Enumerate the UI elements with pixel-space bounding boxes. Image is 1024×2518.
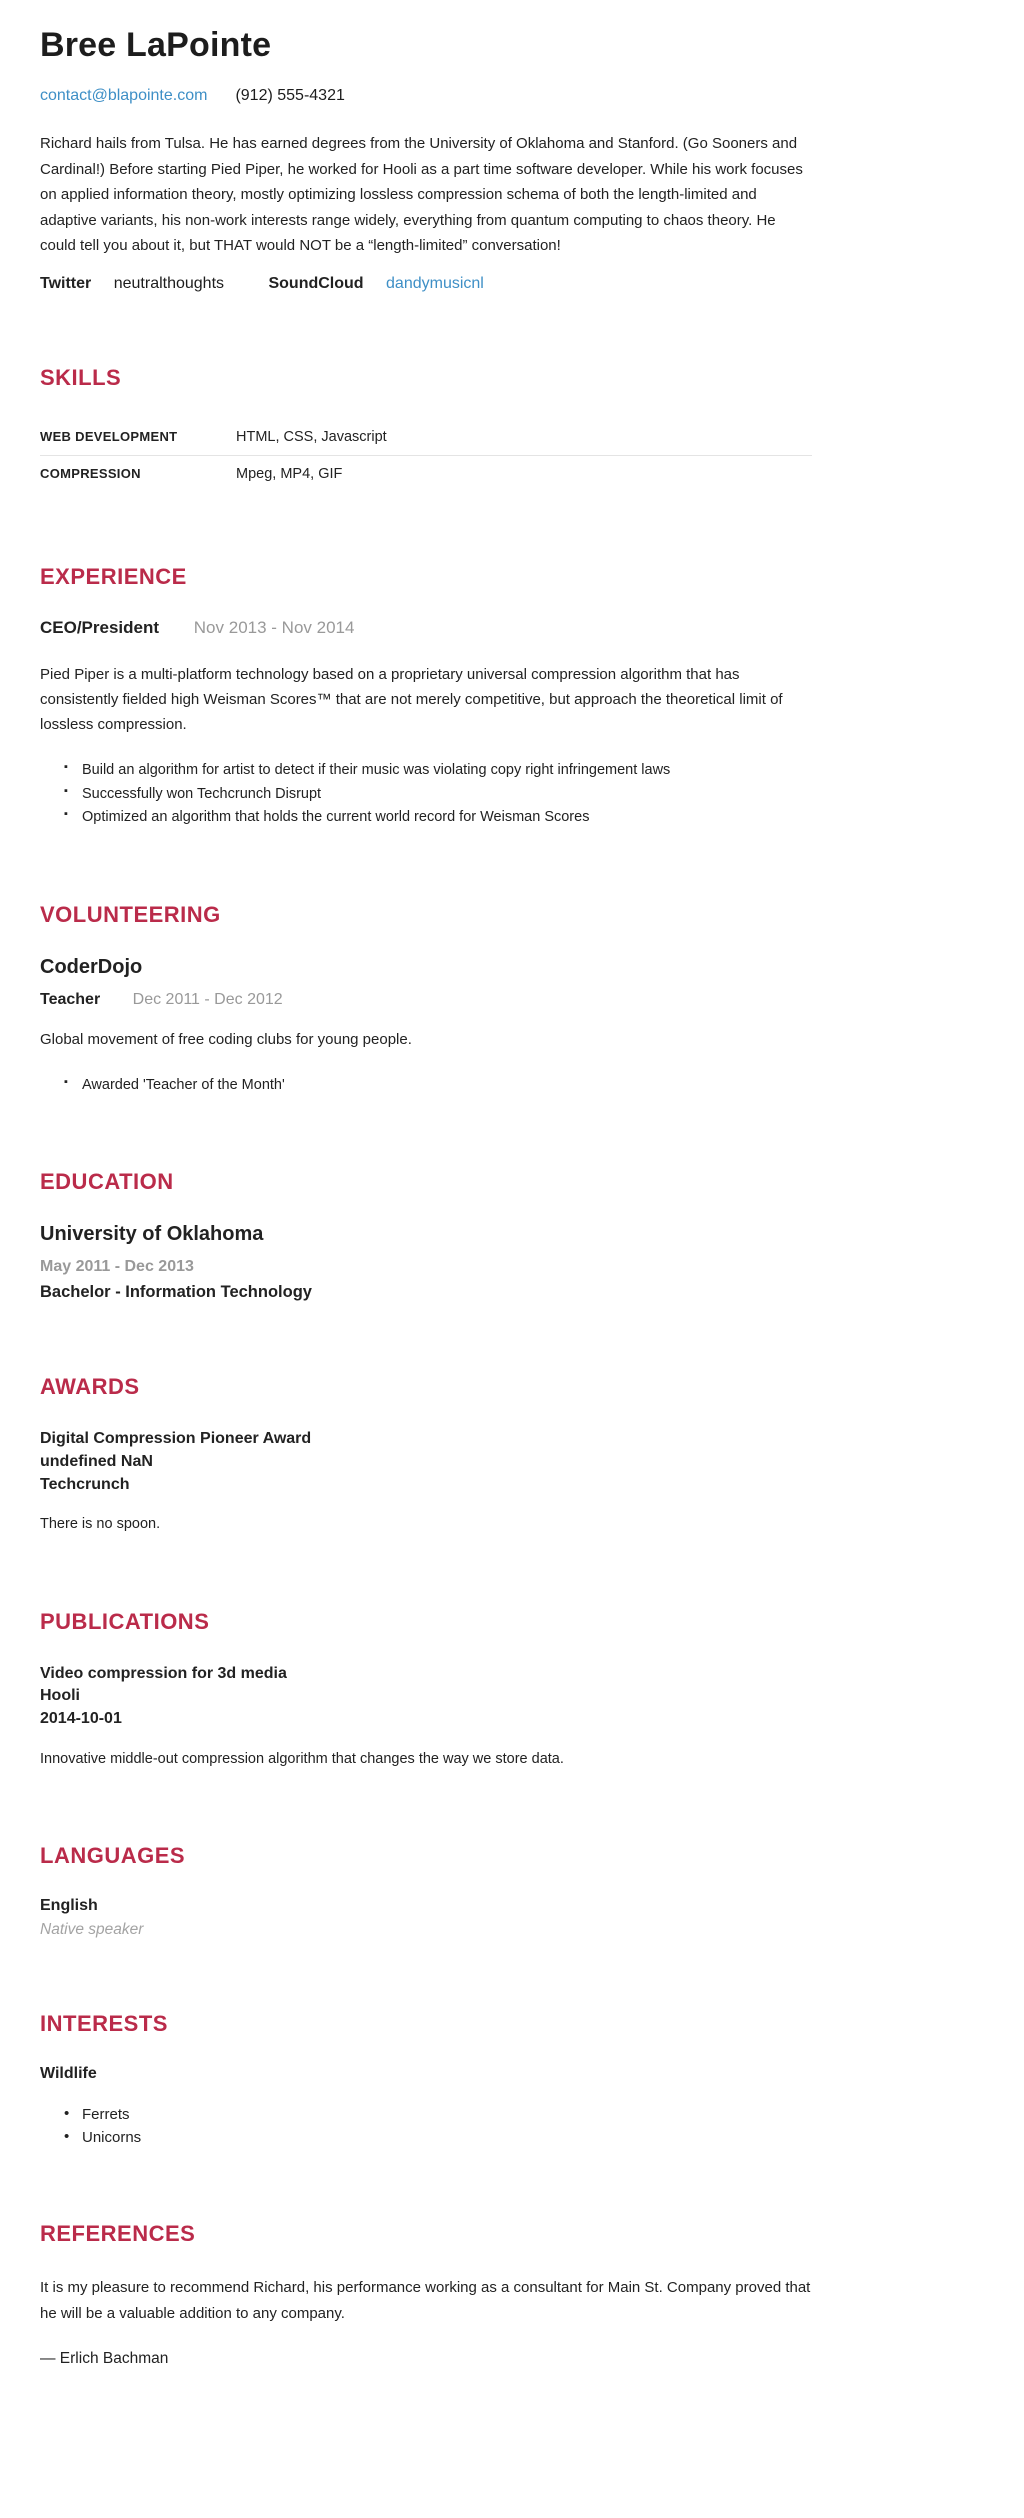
volunteer-position-line <box>40 991 812 1009</box>
reference-text: It is my pleasure to recommend Richard, his performance working as a consultant for Main St. Company proved that he will be a valuable addition to any company. <box>40 2279 811 2322</box>
highlight-item: ▪ Awarded 'Teacher of the Month' <box>64 1074 812 1097</box>
award-title: Digital Compression Pioneer Award <box>40 1430 312 1448</box>
resume-header <box>40 26 812 293</box>
highlight-item: ▪ Successfully won Techcrunch Disrupt <box>64 783 812 806</box>
publications-heading: PUBLICATIONS <box>40 1608 210 1634</box>
highlight-item: ▪ Optimized an algorithm that holds the current world record for Weisman Scores <box>64 806 812 829</box>
skills-table <box>40 419 812 492</box>
volunteer-dates: Dec 2011 - Dec 2012 <box>132 990 283 1008</box>
reference-name: — Erlich Bachman <box>40 2349 169 2367</box>
job-title: CEO/President <box>40 617 160 637</box>
experience-heading: EXPERIENCE <box>40 563 187 589</box>
education-heading: EDUCATION <box>40 1169 174 1195</box>
job-dates: Nov 2013 - Nov 2014 <box>193 617 355 637</box>
award-awarder: Techcrunch <box>40 1475 130 1493</box>
resume-page <box>40 0 812 2518</box>
soundcloud-username-link[interactable]: dandymusicnl <box>386 274 484 292</box>
twitter-username: neutralthoughts <box>113 274 225 292</box>
skills-section <box>40 365 812 492</box>
volunteering-heading: VOLUNTEERING <box>40 901 221 927</box>
volunteer-position: Teacher <box>40 990 101 1008</box>
skill-row <box>40 455 812 492</box>
education-section <box>40 1169 812 1302</box>
skills-heading: SKILLS <box>40 364 122 390</box>
profiles-row <box>40 275 812 293</box>
awards-heading: AWARDS <box>40 1374 140 1400</box>
volunteer-highlights-list <box>40 1074 812 1097</box>
interest-keyword: • Ferrets <box>64 2103 812 2126</box>
interest-name: Wildlife <box>40 2064 97 2082</box>
skill-keywords: HTML, CSS, Javascript <box>236 428 387 445</box>
skill-name: WEB DEVELOPMENT <box>40 428 178 444</box>
publication-date: 2014-10-01 <box>40 1709 122 1727</box>
interests-section <box>40 2011 812 2150</box>
languages-section <box>40 1843 812 1939</box>
volunteer-summary: Global movement of free coding clubs for young people. <box>40 1030 412 1048</box>
publication-publisher: Hooli <box>40 1687 80 1705</box>
job-header <box>40 618 812 638</box>
person-name: Bree LaPointe <box>40 26 272 64</box>
publications-section <box>40 1609 812 1771</box>
publication-name: Video compression for 3d media <box>40 1664 287 1682</box>
references-heading: REFERENCES <box>40 2221 196 2247</box>
twitter-network-label: Twitter <box>40 274 92 292</box>
phone-number: (912) 555-4321 <box>235 87 345 104</box>
award-summary: There is no spoon. <box>40 1516 161 1533</box>
profile-twitter <box>40 275 224 293</box>
education-dates: May 2011 - Dec 2013 <box>40 1258 194 1276</box>
languages-heading: LANGUAGES <box>40 1842 186 1868</box>
interest-keywords-list <box>40 2103 812 2150</box>
publication-summary: Innovative middle-out compression algorithm that changes the way we store data. <box>40 1750 564 1767</box>
language-fluency: Native speaker <box>40 1920 144 1938</box>
interests-heading: INTERESTS <box>40 2010 168 2036</box>
references-section <box>40 2221 812 2367</box>
soundcloud-network-label: SoundCloud <box>268 274 364 292</box>
award-date: undefined NaN <box>40 1452 153 1470</box>
interest-keyword: • Unicorns <box>64 2126 812 2149</box>
skill-keywords: Mpeg, MP4, GIF <box>236 465 343 482</box>
highlight-item: ▪ Build an algorithm for artist to detect if their music was violating copy right infringement laws <box>64 759 812 782</box>
language-name: English <box>40 1896 98 1914</box>
skill-name: COMPRESSION <box>40 465 141 481</box>
job-highlights-list <box>40 759 812 829</box>
experience-section <box>40 564 812 830</box>
awards-section <box>40 1374 812 1536</box>
summary-paragraph: Richard hails from Tulsa. He has earned degrees from the University of Oklahoma and Stanford. (Go Sooners and Cardinal!) Before starting Pied Piper, he worked for Hooli as a part time software developer. While his work focuses on applied information theory, mostly optimizing lossless compression schema of both the length-limited and adaptive variants, his non-work interests range widely, everything from quantum computing to chaos theory. He could tell you about it, but THAT would NOT be a “length-limited” conversation! <box>40 135 803 254</box>
organization-name: CoderDojo <box>40 955 143 978</box>
email-link[interactable]: contact@blapointe.com <box>40 87 208 104</box>
profile-soundcloud <box>268 275 483 293</box>
job-summary: Pied Piper is a multi-platform technology based on a proprietary universal compression algorithm that has consistently fielded high Weisman Scores™ that are not merely competitive, but approach the theoretical limit of lossless compression. <box>40 665 783 733</box>
skill-row <box>40 419 812 455</box>
volunteering-section <box>40 902 812 1098</box>
education-degree: Bachelor - Information Technology <box>40 1283 312 1302</box>
contact-row <box>40 87 812 105</box>
institution-name: University of Oklahoma <box>40 1223 264 1246</box>
